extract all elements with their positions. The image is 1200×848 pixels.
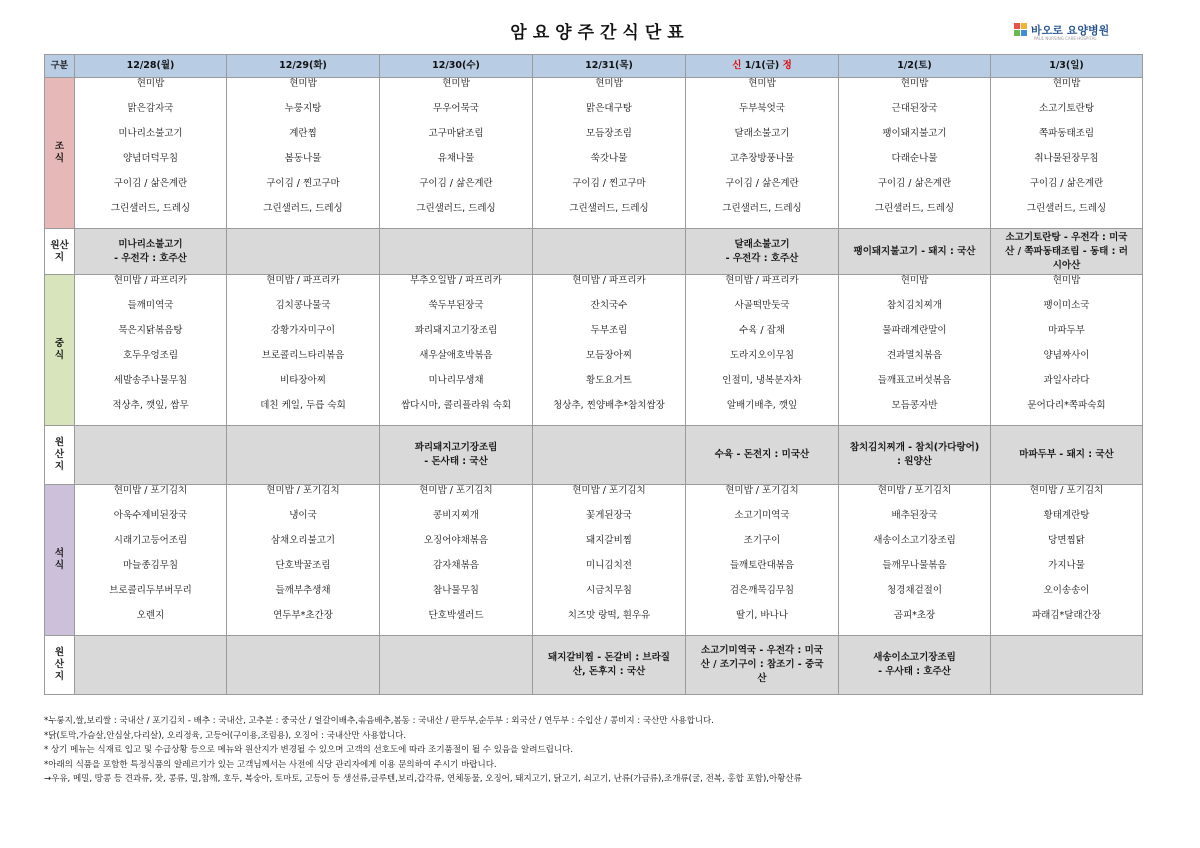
origin-cell: 소고기토란탕 - 우전각 : 미국 산 / 쪽파동태조림 - 동태 : 러 시아산 [991, 229, 1143, 275]
header-row [45, 55, 1143, 78]
dinner-label: 석 식 [45, 485, 75, 636]
lunch-origin-row [45, 426, 1143, 485]
origin-cell [533, 229, 686, 275]
day-header-newyear: 신 1/1(금) 정 [686, 55, 839, 78]
menu-cell: 현미밥 / 포기김치 소고기미역국 조기구이 들깨토란대볶음 검은깨묵김무침 딸기, 바나나 [686, 485, 839, 636]
note-line: * 상기 메뉴는 식재료 입고 및 수급상황 등으로 메뉴와 원산지가 변경될 수 있으며 고객의 선호도에 따라 조기품절이 될 수 있음을 알려드립니다. [44, 745, 574, 756]
logo-subtext: PAUL NURSING CARE HOSPITAL [1034, 36, 1097, 41]
origin-cell [380, 636, 533, 695]
lunch-label: 중 식 [45, 275, 75, 426]
origin-cell [75, 426, 227, 485]
origin-cell: 마파두부 - 돼지 : 국산 [991, 426, 1143, 485]
origin-label: 원 산 지 [45, 636, 75, 695]
origin-cell [533, 426, 686, 485]
origin-cell: 수육 - 돈전지 : 미국산 [686, 426, 839, 485]
dinner-origin-row [45, 636, 1143, 695]
menu-cell: 현미밥 무우어묵국 고구마닭조림 유채나물 구이김 / 삶은계란 그린샐러드, 드레싱 [380, 78, 533, 229]
origin-cell [227, 636, 380, 695]
menu-cell: 현미밥 / 파프리카 사골떡만둣국 수육 / 잡채 도라지오이무침 인절미, 냉복분자차 알배기배추, 깻잎 [686, 275, 839, 426]
menu-cell: 현미밥 / 포기김치 배추된장국 새송이소고기장조림 들깨무나물볶음 청경채겉절이 곰피*초장 [839, 485, 991, 636]
origin-cell: 달래소불고기 - 우전각 : 호주산 [686, 229, 839, 275]
menu-cell: 현미밥 / 포기김치 아욱수제비된장국 시래기고등어조림 마늘종김무침 브로콜리두부버무리 오렌지 [75, 485, 227, 636]
gubun-header: 구분 [45, 55, 75, 78]
origin-label: 원 산 지 [45, 426, 75, 485]
menu-cell: 현미밥 / 포기김치 꽃게된장국 돼지갈비찜 미니김치전 시금치무침 치즈맛 랑떡, 흰우유 [533, 485, 686, 636]
note-line: *아래의 식품을 포함한 특정식품의 알레르기가 있는 고객님께서는 사전에 식당 관리자에게 이용 문의하여 주시기 바랍니다. [44, 759, 497, 770]
origin-cell [227, 229, 380, 275]
day-header: 12/29(화) [227, 55, 380, 78]
dinner-row [45, 485, 1143, 636]
note-line: *누룽지,쌀,보리쌀 : 국내산 / 포기김치 - 배추 : 국내산, 고추분 : 중국산 / 얼갈이배추,솎음배추,봄동 : 국내산 / 판두부,순두부 : 외국산 / 연두부 : 수입산 / 콩비지 : 국산만 사용합니다. [44, 716, 714, 726]
menu-cell: 현미밥 / 파프리카 잔치국수 두부조림 모듬장아찌 황도요거트 청상추, 찐양배추*참치쌈장 [533, 275, 686, 426]
note-line: *닭(토막,가슴살,안심살,다리살), 오리정육, 고등어(구이용,조림용), 오징어 : 국내산만 사용합니다. [44, 730, 407, 741]
menu-cell: 부추오일밥 / 파프리카 쑥두부된장국 꽈리돼지고기장조림 새우살애호박볶음 미나리무생채 쌈다시마, 콜리플라워 숙회 [380, 275, 533, 426]
menu-cell: 현미밥 / 포기김치 냉이국 삼채오리불고기 단호박꿀조림 들깨부추생채 연두부*초간장 [227, 485, 380, 636]
origin-cell: 꽈리돼지고기장조림 - 돈사태 : 국산 [380, 426, 533, 485]
page-title: 암요양주간식단표 [510, 23, 690, 43]
origin-cell: 미나리소불고기 - 우전각 : 호주산 [75, 229, 227, 275]
logo-icon [1014, 23, 1028, 37]
day-header: 1/3(일) [991, 55, 1143, 78]
menu-cell: 현미밥 누룽지탕 계란찜 봄동나물 구이김 / 찐고구마 그린샐러드, 드레싱 [227, 78, 380, 229]
menu-cell: 현미밥 / 포기김치 콩비지찌개 오징어야채볶음 감자채볶음 참나물무침 단호박샐러드 [380, 485, 533, 636]
menu-cell: 현미밥 근대된장국 팽이돼지불고기 다래순나물 구이김 / 삶은계란 그린샐러드, 드레싱 [839, 78, 991, 229]
origin-cell: 참치김치찌개 - 참치(가다랑어) : 원양산 [839, 426, 991, 485]
day-header: 12/31(목) [533, 55, 686, 78]
lunch-row [45, 275, 1143, 426]
origin-cell: 소고기미역국 - 우전각 : 미국 산 / 조기구이 : 참조기 - 중국 산 [686, 636, 839, 695]
menu-cell: 현미밥 맑은대구탕 모듬장조림 쑥갓나물 구이김 / 찐고구마 그린샐러드, 드레싱 [533, 78, 686, 229]
menu-cell: 현미밥 팽이미소국 마파두부 양념짜사이 과일사라다 문어다리*쪽파숙회 [991, 275, 1143, 426]
day-header: 1/2(토) [839, 55, 991, 78]
origin-cell [380, 229, 533, 275]
menu-cell: 현미밥 / 포기김치 황태계란탕 당면찜닭 가지나물 오이송송이 파래김*달래간장 [991, 485, 1143, 636]
origin-cell [227, 426, 380, 485]
origin-cell: 새송이소고기장조림 - 우사태 : 호주산 [839, 636, 991, 695]
breakfast-origin-row [45, 229, 1143, 275]
menu-cell: 현미밥 / 파프리카 김치콩나물국 강황가자미구이 브로콜리느타리볶음 비타장아찌 데친 케일, 두릅 숙회 [227, 275, 380, 426]
menu-cell: 현미밥 소고기토란탕 쪽파동태조림 취나물된장무침 구이김 / 삶은계란 그린샐러드, 드레싱 [991, 78, 1143, 229]
day-header: 12/28(월) [75, 55, 227, 78]
day-header: 12/30(수) [380, 55, 533, 78]
note-line: →우유, 메밀, 땅콩 등 견과류, 잣, 콩류, 밀,참깨, 호두, 복숭아, 토마토, 고등어 등 생선류,글루텐,보리,갑각류, 연체동물, 오징어, 돼지고기, 닭고기, 쇠고기, 난류(가금류),조개류(굴, 전복, 홍합 포함),아황산류 [44, 774, 802, 785]
menu-cell: 현미밥 두부북엇국 달래소불고기 고추장방풍나물 구이김 / 삶은계란 그린샐러드, 드레싱 [686, 78, 839, 229]
origin-cell: 팽이돼지불고기 - 돼지 : 국산 [839, 229, 991, 275]
hospital-logo [1014, 22, 1110, 41]
breakfast-row [45, 78, 1143, 229]
origin-cell [75, 636, 227, 695]
holiday-mark-right: 정 [782, 60, 792, 71]
menu-cell: 현미밥 참치김치찌개 물파래계란말이 견과멸치볶음 들깨표고버섯볶음 모듬콩자반 [839, 275, 991, 426]
menu-cell: 현미밥 / 파프리카 들깨미역국 묵은지닭볶음탕 호두우엉조림 세발송주나물무침 적상추, 깻잎, 쌈무 [75, 275, 227, 426]
breakfast-label: 조 식 [45, 78, 75, 229]
holiday-mark-left: 신 [732, 60, 742, 71]
origin-label: 원산 지 [45, 229, 75, 275]
origin-cell [991, 636, 1143, 695]
menu-cell: 현미밥 맑은감자국 미나리소불고기 양념더덕무침 구이김 / 삶은계란 그린샐러드, 드레싱 [75, 78, 227, 229]
notes-section [44, 714, 1144, 787]
logo-text: 바오로 요양병원 [1031, 24, 1110, 37]
weekly-menu-table [44, 54, 1143, 695]
origin-cell: 돼지갈비찜 - 돈갈비 : 브라질 산, 돈후지 : 국산 [533, 636, 686, 695]
